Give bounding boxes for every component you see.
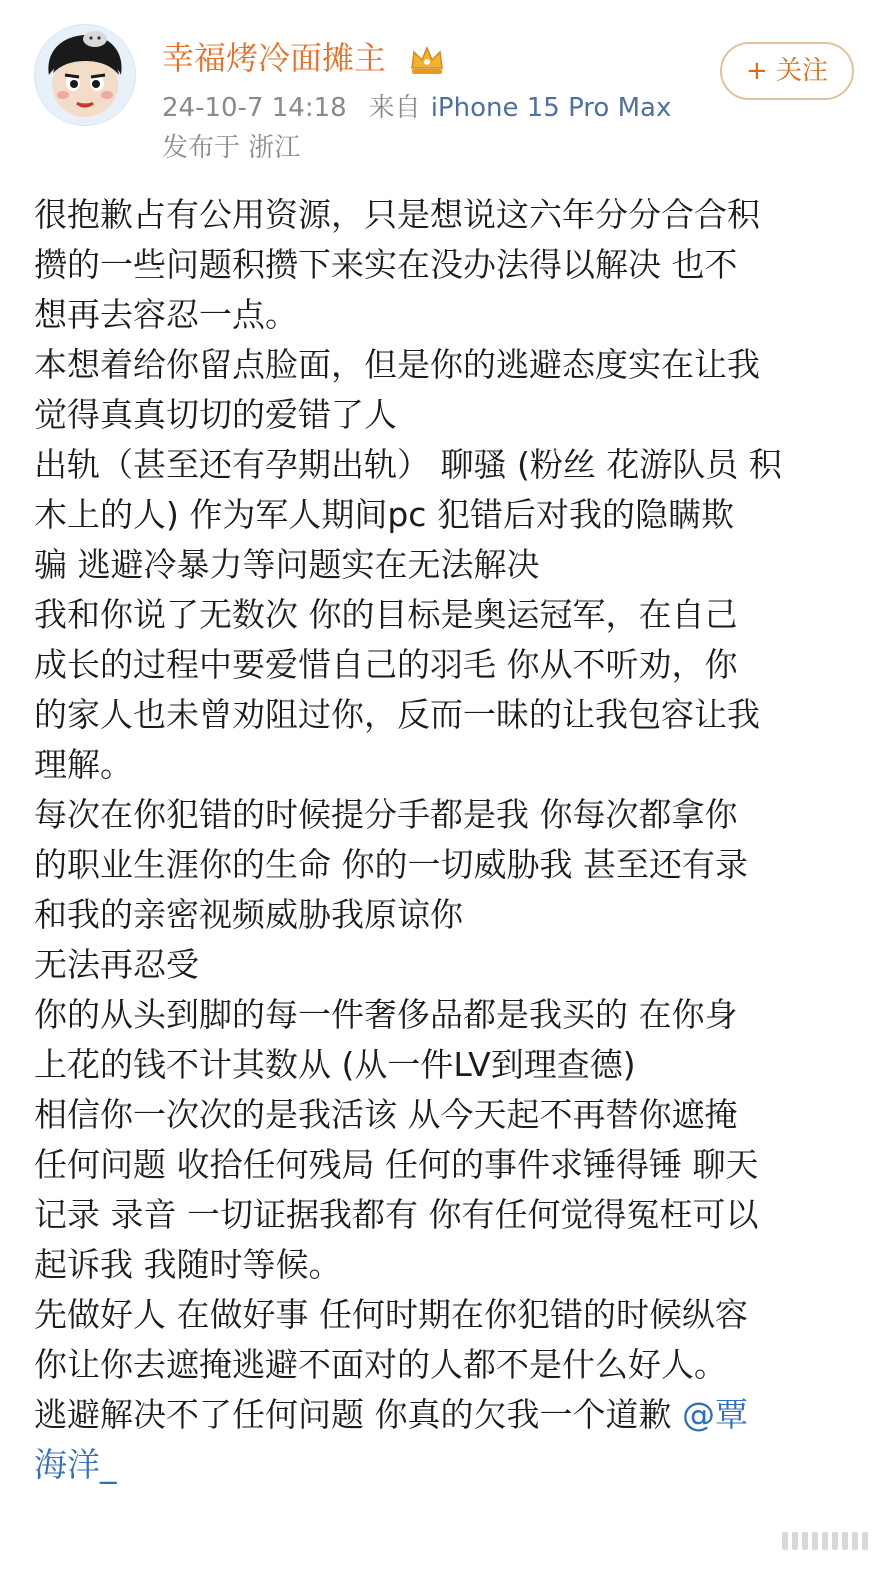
author-name[interactable]: 幸福烤冷面摊主: [162, 39, 387, 77]
text-segment: 逃避解决不了任何问题 你真的欠我一个道歉: [34, 1395, 682, 1434]
cartoon-avatar-icon: [35, 25, 135, 125]
text-line-with-mention: [34, 1390, 854, 1440]
text-line: 起诉我 我随时等候。: [34, 1245, 342, 1284]
follow-button[interactable]: + 关注: [720, 42, 854, 100]
text-line: 和我的亲密视频威胁我原谅你: [34, 895, 463, 934]
post-header: [0, 0, 888, 180]
text-line: 你的从头到脚的每一件奢侈品都是我买的 在你身: [34, 995, 738, 1034]
text-line: 你让你去遮掩逃避不面对的人都不是什么好人。: [34, 1345, 727, 1384]
text-line: 的家人也未曾劝阻过你，反而一昧的让我包容让我: [34, 695, 760, 734]
text-line: 很抱歉占有公用资源，只是想说这六年分分合合积: [34, 195, 760, 234]
text-line: 无法再忍受: [34, 945, 199, 984]
text-line: 骗 逃避冷暴力等问题实在无法解决: [34, 545, 540, 584]
text-line: 木上的人) 作为军人期间pc 犯错后对我的隐瞒欺: [34, 495, 734, 534]
text-line: 本想着给你留点脸面，但是你的逃避态度实在让我: [34, 345, 760, 384]
more-dots-icon[interactable]: [780, 1528, 870, 1554]
post-meta: [162, 90, 671, 126]
mention-link[interactable]: @覃: [681, 1395, 748, 1434]
text-line: 想再去容忍一点。: [34, 295, 298, 334]
text-line: 任何问题 收拾任何残局 任何的事件求锤得锤 聊天: [34, 1145, 759, 1184]
text-line: 每次在你犯错的时候提分手都是我 你每次都拿你: [34, 795, 738, 834]
text-line: 理解。: [34, 745, 133, 784]
post-content: [34, 190, 854, 1490]
mention-link-continued[interactable]: 海洋_: [34, 1445, 117, 1484]
text-line: 成长的过程中要爱惜自己的羽毛 你从不听劝，你: [34, 645, 738, 684]
text-line: 相信你一次次的是我活该 从今天起不再替你遮掩: [34, 1095, 738, 1134]
device-link[interactable]: iPhone 15 Pro Max: [430, 93, 672, 123]
post-location: 发布于 浙江: [162, 133, 301, 163]
text-line: 记录 录音 一切证据我都有 你有任何觉得冤枉可以: [34, 1195, 759, 1234]
source-prefix: 来自: [368, 93, 421, 123]
text-line: 我和你说了无数次 你的目标是奥运冠军，在自己: [34, 595, 738, 634]
post-time: 24-10-7 14:18: [162, 93, 347, 123]
text-line: 攒的一些问题积攒下来实在没办法得以解决 也不: [34, 245, 738, 284]
text-line-mention-continued: [34, 1440, 854, 1490]
text-line: 的职业生涯你的生命 你的一切威胁我 甚至还有录: [34, 845, 748, 884]
text-line: 先做好人 在做好事 任何时期在你犯错的时候纵容: [34, 1295, 748, 1334]
text-line: 上花的钱不计其数从 (从一件LV到理查德): [34, 1045, 636, 1084]
crown-icon: [408, 42, 446, 78]
text-line: 觉得真真切切的爱错了人: [34, 395, 397, 434]
text-line: 出轨（甚至还有孕期出轨） 聊骚 (粉丝 花游队员 积: [34, 445, 782, 484]
avatar[interactable]: [34, 24, 136, 126]
